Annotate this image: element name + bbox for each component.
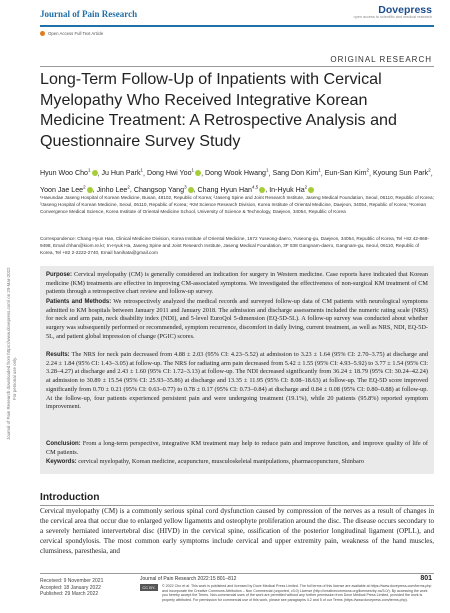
keywords-label: Keywords:	[46, 459, 77, 465]
author[interactable]	[205, 169, 269, 177]
author[interactable]	[101, 169, 143, 177]
footer-rule	[40, 573, 434, 574]
author-affiliation-mark: 1	[266, 168, 269, 173]
abstract-keywords	[46, 458, 428, 467]
abstract-box	[40, 266, 434, 474]
correspondence: Correspondence: Chang Hyun Han, Clinical Medicine Division, Korea Institute of Oriental Medicine, 1672 Yuseong-daero, Yuseong-gu, Daejeon, 34054, Republic of Korea, Tel +82 42-868-9498, Email chhan@kiom.re.kr; In-Hyuk Ha, Jaseng Spine and Joint Research Institute, Jaseng Medical Foundation, 3F 538 Gangnam-daero, Gangnam-gu, Seoul, 06110, Republic of Korea, Tel +82 2-2222-2740, Email hanihata@gmail.com	[40, 236, 429, 255]
purpose-text: Cervical myelopathy (CM) is generally considered an indication for surgery in Western medicine. Case reports have indicated that Korean medicine (KM) treatments are effective in improving CM-associated symptoms. We investigated the effectiveness of non-surgical KM treatment of CM patients through a retrospective chart review and follow-up survey.	[46, 271, 428, 296]
author[interactable]	[134, 186, 194, 194]
open-access-text: Open Access Full Text Article	[48, 31, 104, 36]
methods-label: Patients and Methods:	[46, 299, 112, 305]
results-text: The NRS for neck pain decreased from 4.88 ± 2.03 (95% CI: 4.23–5.52) at admission to 3.23 ± 1.64 (95% CI: 2.70–3.75) at discharge and 2.24 ± 1.84 (95% CI: 1.43–3.05) at follow-up. The NRS for radiating arm pain decreased from 5.42 ± 1.55 (95% CI: 4.93–5.92) to 3.77 ± 1.54 (95% CI: 3.28–4.27) at discharge and 2.43 ± 1.60 (95% CI: 1.72–3.13) at follow-up. The NDI decreased significantly from 36.24 ± 18.79 (95% CI: 30.24–42.24) at admission to 30.89 ± 15.54 (95% CI: 25.93–35.86) at discharge and 13.35 ± 11.95 (95% CI: 8.08–18.63) at follow-up. The EQ-5D score improved significantly from 0.70 ± 0.21 (95% CI: 0.63–0.77) to 0.78 ± 0.17 (95% CI: 0.73–0.84) at discharge and 0.84 ± 0.08 (95% CI: 0.80–0.88) at follow-up. At the follow-up, four patients experienced persistent pain and were undergoing treatment (19.1%), while 20 patients (95.8%) reported symptom improvement.	[46, 351, 428, 411]
abstract-results	[46, 351, 428, 412]
author-affiliation-mark: 4,5	[251, 184, 259, 190]
author-name: Kyoung Sun Park	[372, 169, 429, 178]
author-affiliation-mark: 2	[304, 184, 308, 190]
author-name: Yoon Jae Lee	[40, 185, 84, 194]
author-name: Chang Hyun Han	[197, 185, 252, 194]
author-affiliation-mark: 1	[87, 168, 91, 173]
author-affiliation-mark: 2	[83, 184, 86, 190]
author-affiliation-mark: 1	[318, 168, 321, 173]
author-affiliation-mark: 2	[127, 184, 130, 190]
open-access-label	[40, 31, 103, 36]
published-date: Published: 29 March 2022	[40, 591, 99, 598]
accepted-date: Accepted: 18 January 2022	[40, 584, 101, 591]
author-list: Hyun Woo Cho$^1$ , Ju Hun Park$^1$, Dong Hwi Yoo$^1$ , Dong Wook Hwang$^1$, Sang Don Kim$^1$, Eun-San Kim$^2$, Kyoung Sun Park$^2$, Yoon Jae Lee$^2$ , Jinho Lee$^2$, Changsop Yang$^3$ , Chang Hyun Han$^{4,5}$ , In-Hyuk Ha$^2$	[40, 168, 433, 194]
author-name: Hyun Woo Cho	[40, 169, 88, 178]
article-dates	[40, 578, 103, 598]
orcid-icon[interactable]	[188, 187, 194, 193]
article-title: Long-Term Follow-Up of Inpatients with Cervical Myelopathy Who Received Integrative Korean Medicine Treatment: A Retrospective Analysis and Questionnaire Survey Study	[40, 70, 397, 150]
received-date: Received: 9 November 2021	[40, 578, 104, 584]
author[interactable]	[198, 186, 266, 194]
methods-text: We retrospectively analyzed the medical records and surveyed follow-up data of CM patients with neurological symptoms admitted to KM hospitals between January 2011 and January 2018. The admission and discharge assessments included the numeric rating scale (NRS) for neck and arm pain, neck disability index (NDI), and 5-level EuroQol 5-dimension (EQ-5D-5L). A follow-up survey was conducted about whether surgery was subsequently performed or recommended, symptom recurrence, discomfort in daily living, current treatment, as well as NRS, NDI, EQ-5D-5L, and patient global impression of change (PGIC) scores.	[46, 298, 428, 340]
dovepress-logo: Dovepress	[378, 4, 432, 16]
download-watermark	[2, 170, 17, 450]
author-affiliation-mark: 1	[140, 168, 144, 173]
author[interactable]	[272, 169, 320, 177]
author[interactable]	[97, 186, 130, 194]
author[interactable]	[325, 169, 369, 177]
author-name: Dong Hwi Yoo	[146, 169, 192, 178]
orcid-icon[interactable]	[259, 187, 265, 193]
cc-license-icon[interactable]: CC BY-NC	[140, 584, 158, 591]
article-page	[40, 0, 434, 613]
conclusion-label: Conclusion:	[46, 441, 81, 447]
keywords-text: cervical myelopathy, Korean medicine, acupuncture, musculoskeletal manipulations, pharmacopuncture, Shinbaro	[78, 458, 365, 465]
author[interactable]	[147, 169, 201, 177]
license-block	[140, 584, 434, 602]
author[interactable]	[373, 169, 431, 177]
abstract-conclusion	[46, 440, 428, 457]
author-name: Jinho Lee	[96, 185, 128, 194]
results-label: Results:	[46, 352, 70, 358]
author[interactable]	[40, 169, 98, 177]
author-name: In-Hyuk Ha	[269, 185, 305, 194]
journal-citation: Journal of Pain Research 2022:15 801–812	[140, 576, 237, 582]
author-name: Sang Don Kim	[272, 169, 319, 178]
orcid-icon[interactable]	[195, 170, 201, 176]
author[interactable]	[40, 186, 93, 194]
author-affiliation-mark: 3	[184, 184, 187, 190]
header-rule	[40, 25, 434, 27]
conclusion-text: From a long-term perspective, integrative KM treatment may help to reduce pain and improve function, and improve quality of life of CM patients.	[46, 440, 428, 456]
orcid-icon[interactable]	[92, 170, 98, 176]
author-affiliation-mark: 1	[191, 168, 195, 173]
open-access-icon	[40, 31, 45, 36]
title-rule	[40, 66, 434, 67]
abstract-purpose	[46, 271, 428, 297]
license-text: © 2022 Cho et al. This work is published and licensed by Dove Medical Press Limited. The full terms of this license are available at https://www.dovepress.com/terms.php and incorporate the Creative Commons Attribution – Non Commercial (unported, v3.0) License (http://creativecommons.org/licenses/by-nc/3.0/). By accessing the work you hereby accept the Terms. Non-commercial uses of the work are permitted without any further permission from Dove Medical Press Limited, provided the work is properly attributed. For permission for commercial use of this work, please see paragraphs 4.2 and 5 of our Terms (https://www.dovepress.com/terms.php).	[162, 584, 432, 602]
page-number: 801	[420, 575, 432, 582]
introduction-heading: Introduction	[40, 492, 100, 503]
abstract-methods	[46, 298, 428, 342]
author-affiliation-mark: 2	[366, 168, 370, 173]
author[interactable]	[269, 186, 314, 194]
publisher-tagline: open access to scientific and medical research	[353, 15, 432, 19]
download-notice: Journal of Pain Research downloaded from https://www.dovepress.com/ on 29-Mar-2022	[6, 267, 11, 440]
journal-name[interactable]: Journal of Pain Research	[40, 9, 138, 19]
publisher-brand[interactable]	[353, 4, 432, 19]
affiliations: ¹Haeundae Jaseng Hospital of Korean Medicine, Busan, 48102, Republic of Korea; ²Jaseng Spine and Joint Research Institute, Jaseng Medical Foundation, Seoul, 06110, Republic of Korea; ³Jaseng Hospital of Korean Medicine, Seoul, 06110, Republic of Korea; ⁴KM Science Research Division, Korea Institute of Oriental Medicine, Daejeon, 34054, Republic of Korea; ⁵Korean Convergence Medical Science, Korea Institute of Oriental Medicine School, University of Science & Technology, Daejeon, 34054, Republic of Korea	[40, 195, 434, 214]
author-affiliation-mark: 2	[428, 168, 431, 173]
orcid-icon[interactable]	[87, 187, 93, 193]
author-name: Ju Hun Park	[101, 169, 141, 178]
purpose-label: Purpose:	[46, 272, 73, 278]
introduction-text: Cervical myelopathy (CM) is a commonly serious spinal cord dysfunction caused by compression of the nerves as a result of changes in the cervical area that occur due to enlarged yellow ligaments and osteophyte proliferation around the disc. The disease occurs secondary to a severely herniated intervertebral disc (HIVD) in the cervical spine, ossification of the posterior longitudinal ligament (OPLL), and cervical spondylosis. The most common early symptoms include cervical and upper extremity pain, weakness of the hand muscles, clumsiness, paresthesia, and	[40, 507, 434, 555]
author-name: Changsop Yang	[133, 185, 185, 194]
author-name: Eun-San Kim	[324, 169, 367, 178]
personal-use-notice: For personal use only.	[12, 356, 17, 400]
author-name: Dong Wook Hwang	[205, 169, 267, 178]
orcid-icon[interactable]	[308, 187, 314, 193]
article-type: ORIGINAL RESEARCH	[330, 55, 432, 64]
